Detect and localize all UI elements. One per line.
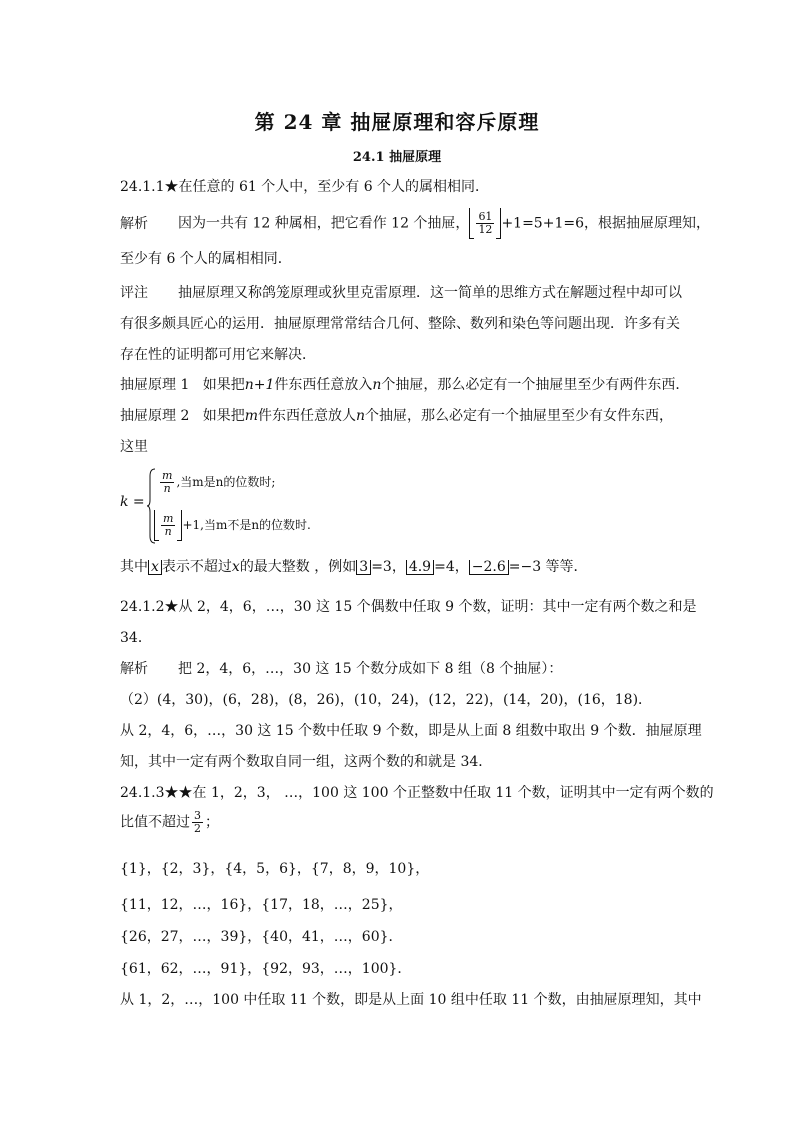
floor-definition: 其中 x 表示不超过x的最大整数 ，例如 3 =3， 4.9 =4， −2.6 =−3 等等．: [120, 559, 588, 575]
comment-line-1: 评注 抽屉原理又称鸽笼原理或狄里克雷原理．这一简单的思维方式在解题过程中却可以: [120, 282, 682, 302]
problem-3: 24.1.3★★在 1，2，3， …，100 这 100 个正整数中任取 11 个数，证明其中一定有两个数的: [120, 785, 714, 801]
group-line-4: {61，62，…，91}，{92，93，…，100}．: [120, 961, 412, 977]
solution-label: 解析: [120, 215, 148, 232]
problem-3-cont: 比值不超过 $\frac{3}{2}$ ；: [120, 809, 219, 835]
comment-label: 评注: [120, 285, 148, 301]
solution-2: 解析 把 2，4，6，…，30 这 15 个数分成如下 8 组（8 个抽屉）：: [120, 661, 563, 677]
problem-1: 24.1.1★在任意的 61 个人中，至少有 6 个人的属相相同．: [120, 179, 490, 195]
group-line-1: {1}，{2，3}，{4，5，6}，{7，8，9，10}，: [120, 861, 430, 877]
case-1: $\frac{m}{n}$ ,当m是n的位数时;: [162, 469, 276, 495]
piecewise-formula: [118, 468, 438, 544]
problem-2-cont: 34．: [120, 630, 152, 646]
group-line-3: {26，27，…，39}，{40，41，…，60}．: [120, 929, 403, 945]
principle-2: 抽屉原理 2 如果把m件东西任意放人n个抽屉，那么必定有一个抽屉里至少有女件东西，: [120, 408, 674, 424]
principle-1: 抽屉原理 1 如果把n+1件东西任意放入n个抽屉，那么必定有一个抽屉里至少有两件东西．: [120, 377, 690, 393]
chapter-title: 第 24 章 抽屉原理和容斥原理: [254, 110, 540, 134]
solution-1-cont: 至少有 6 个人的属相相同．: [120, 251, 292, 267]
section-title: 24.1 抽屉原理: [352, 150, 442, 165]
floor-fraction: $\frac{61}{12}$: [469, 208, 501, 239]
comment-line-3: 存在性的证明都可用它来解决．: [120, 347, 316, 363]
case-2: $\frac{m}{n}$ +1,当m不是n的位数时.: [154, 510, 311, 541]
solution-2-line-4: 知，其中一定有两个数取自同一组，这两个数的和就是 34．: [120, 754, 493, 770]
solution-2-groups: （2）(4，30)，(6，28)，(8，26)，(10，24)，(12，22)，(14，20)，(16，18)．: [120, 692, 653, 708]
principle-2-cont: 这里: [120, 439, 148, 455]
conclusion-line: 从 1，2，…，100 中任取 11 个数，即是从上面 10 组中任取 11 个数，由抽屉原理知，其中: [120, 992, 702, 1008]
comment-line-2: 有很多颇具匠心的运用．抽屉原理常常结合几何、整除、数列和染色等问题出现．许多有关: [120, 316, 680, 332]
problem-2: 24.1.2★从 2，4，6，…，30 这 15 个偶数中任取 9 个数，证明：其中一定有两个数之和是: [120, 599, 697, 615]
solution-2-line-3: 从 2，4，6，…，30 这 15 个数中任取 9 个数，即是从上面 8 组数中取出 9 个数．抽屉原理: [120, 723, 702, 739]
solution-1: 解析 因为一共有 12 种属相，把它看作 12 个抽屉， $\frac{61}{12}$ +1=5+1=6，根据抽屉原理知，: [120, 208, 710, 239]
group-line-2: {11，12，…，16}，{17，18，…，25}，: [120, 897, 403, 913]
k-variable: k =: [120, 494, 145, 510]
